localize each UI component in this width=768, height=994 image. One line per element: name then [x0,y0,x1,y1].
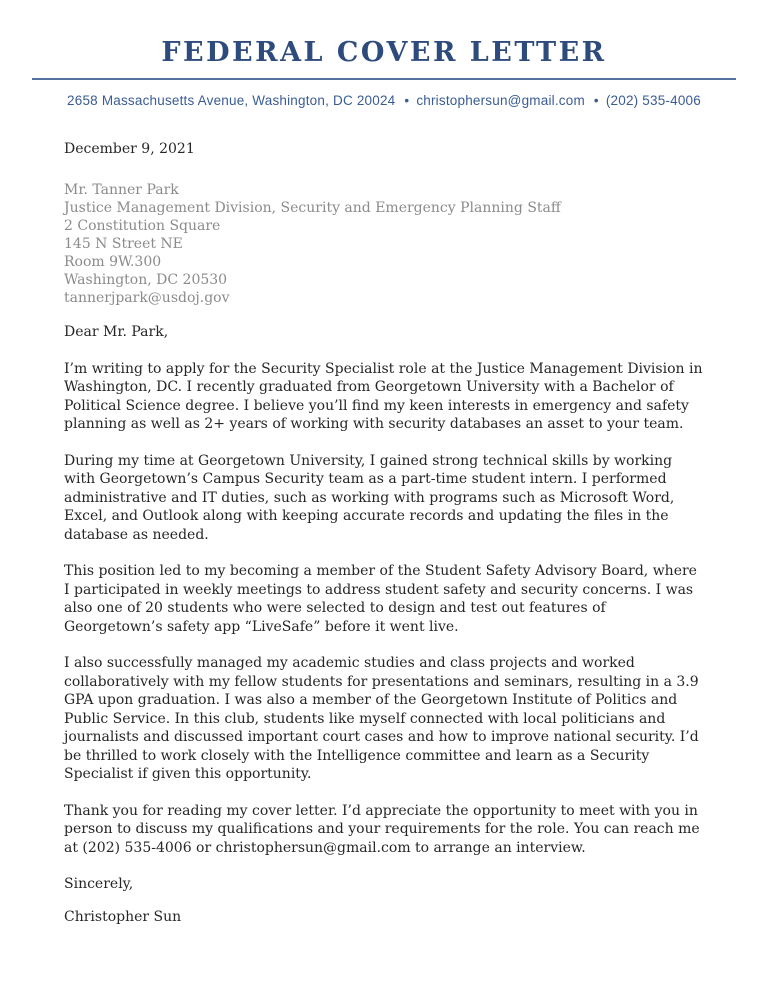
letter-body [0,140,768,927]
contact-phone: (202) 535-4006 [605,92,701,108]
body-paragraph: I also successfully managed my academic studies and class projects and worked collaboratively with my fellow students for presentations and seminars, resulting in a 3.9 GPA upon graduation. I was also a member of the Georgetown Institute of Politics and Public Service. In this club, students like myself connected with local politicians and journalists and discussed important court cases and how to improve national security. I’d be thrilled to work closely with the Intelligence committee and learn as a Security Specialist if given this opportunity. [64,655,699,783]
recipient-line: 2 Constitution Square [64,218,221,235]
page-title: FEDERAL COVER LETTER [161,37,607,68]
recipient-line: Mr. Tanner Park [64,182,179,199]
bullet-separator-icon: • [404,92,410,108]
closing-line: Sincerely, [64,876,134,893]
recipient-line: 145 N Street NE [64,236,183,253]
recipient-address-block [64,181,704,307]
contact-address: 2658 Massachusetts Avenue, Washington, DC 20024 [67,92,396,108]
body-paragraph: During my time at Georgetown University, I gained strong technical skills by working with Georgetown’s Campus Security team as a part-time student intern. I performed administrative and IT duties, such as working with programs such as Microsoft Word, Excel, and Outlook along with keeping accurate records and updating the files in the database as needed. [64,452,675,543]
body-paragraph: Thank you for reading my cover letter. I’d appreciate the opportunity to meet with you in person to discuss my qualifications and your requirements for the role. You can reach me at (202) 535-4006 or christophersun@gmail.com to arrange an interview. [64,802,700,856]
salutation: Dear Mr. Park, [64,324,169,341]
recipient-line: Washington, DC 20530 [64,272,228,289]
recipient-line: tannerjpark@usdoj.gov [64,290,230,307]
contact-email: christophersun@gmail.com [416,92,585,108]
body-paragraph: This position led to my becoming a member of the Student Safety Advisory Board, where I participated in weekly meetings to address student safety and security concerns. I was also one of 20 students who were selected to design and test out features of Georgetown’s safety app “LiveSafe” before it went live. [64,563,697,635]
recipient-line: Room 9W.300 [64,254,162,271]
signature-name: Christopher Sun [64,908,182,925]
header-divider-line [32,78,736,80]
letter-date: December 9, 2021 [64,140,195,157]
recipient-line: Justice Management Division, Security and Emergency Planning Staff [64,200,561,217]
body-paragraph: I’m writing to apply for the Security Specialist role at the Justice Management Division in Washington, DC. I recently graduated from Georgetown University with a Bachelor of Political Science degree. I believe you’ll find my keen interests in emergency and safety planning as well as 2+ years of working with security databases an asset to your team. [64,360,703,433]
contact-info-bar [0,93,768,108]
letter-paragraphs [64,360,704,858]
bullet-separator-icon: • [593,92,599,108]
